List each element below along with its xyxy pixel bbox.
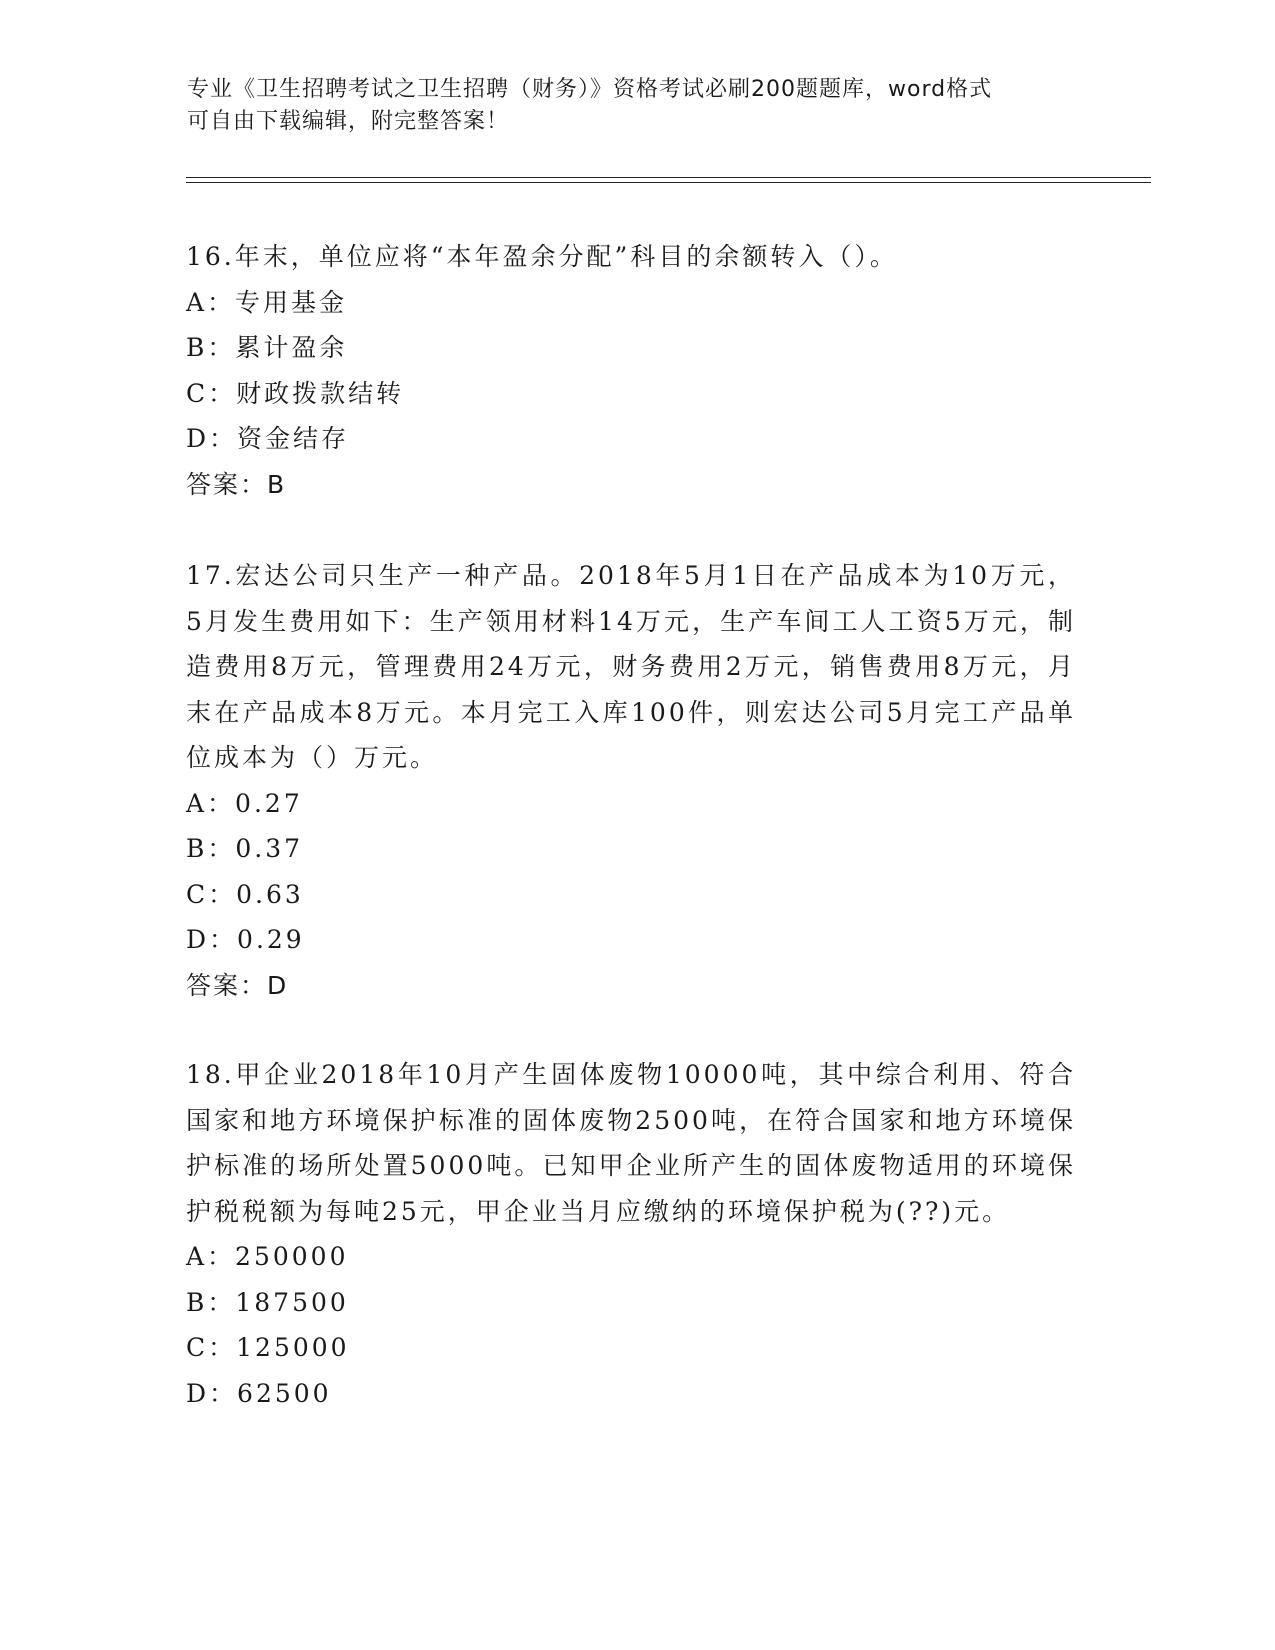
- option-d: D：资金结存: [186, 424, 350, 453]
- option-b: B：累计盈余: [186, 333, 348, 362]
- question-stem: 18.甲企业2018年10月产生固体废物10000吨，其中综合利用、符合国家和地方环境保护标准的固体废物2500吨，在符合国家和地方环境保护标准的场所处置5000吨。已知甲企业所产生的固体废物适用的环境保护税税额为每吨25元，甲企业当月应缴纳的环境保护税为(??)元。: [186, 1060, 1076, 1226]
- question-18: [186, 1052, 1076, 1416]
- option-b: B：0.37: [186, 834, 304, 863]
- option-a: A：专用基金: [186, 287, 348, 317]
- header-divider-bottom: [186, 182, 1151, 183]
- option-c: C：财政拨款结转: [186, 378, 405, 408]
- option-a: A：250000: [186, 1242, 349, 1271]
- question-stem: 16.年末，单位应将“本年盈余分配”科目的余额转入（）。: [186, 242, 898, 271]
- question-17: [186, 553, 1076, 1008]
- header-line-1: 专业《卫生招聘考试之卫生招聘（财务）》资格考试必刷200题题库，word格式: [187, 77, 993, 102]
- answer-line: 答案：D: [186, 970, 289, 1000]
- option-a: A：0.27: [186, 788, 303, 818]
- header-divider-top: [186, 177, 1151, 178]
- option-d: D：0.29: [186, 925, 305, 954]
- option-d: D：62500: [186, 1378, 332, 1408]
- question-16: [186, 234, 1076, 507]
- question-stem: 17.宏达公司只生产一种产品。2018年5月1日在产品成本为10万元，5月发生费用如下：生产领用材料14万元，生产车间工人工资5万元，制造费用8万元，管理费用24万元，财务费用2万元，销售费用8万元，月末在产品成本8万元。本月完工入库100件，则宏达公司5月完工产品单位成本为（）万元。: [186, 561, 1076, 772]
- header-line-2: 可自由下载编辑，附完整答案！: [187, 109, 510, 134]
- option-b: B：187500: [186, 1287, 349, 1317]
- document-header: [187, 74, 1067, 138]
- option-c: C：125000: [186, 1333, 350, 1362]
- option-c: C：0.63: [186, 879, 304, 909]
- answer-line: 答案：B: [186, 469, 287, 499]
